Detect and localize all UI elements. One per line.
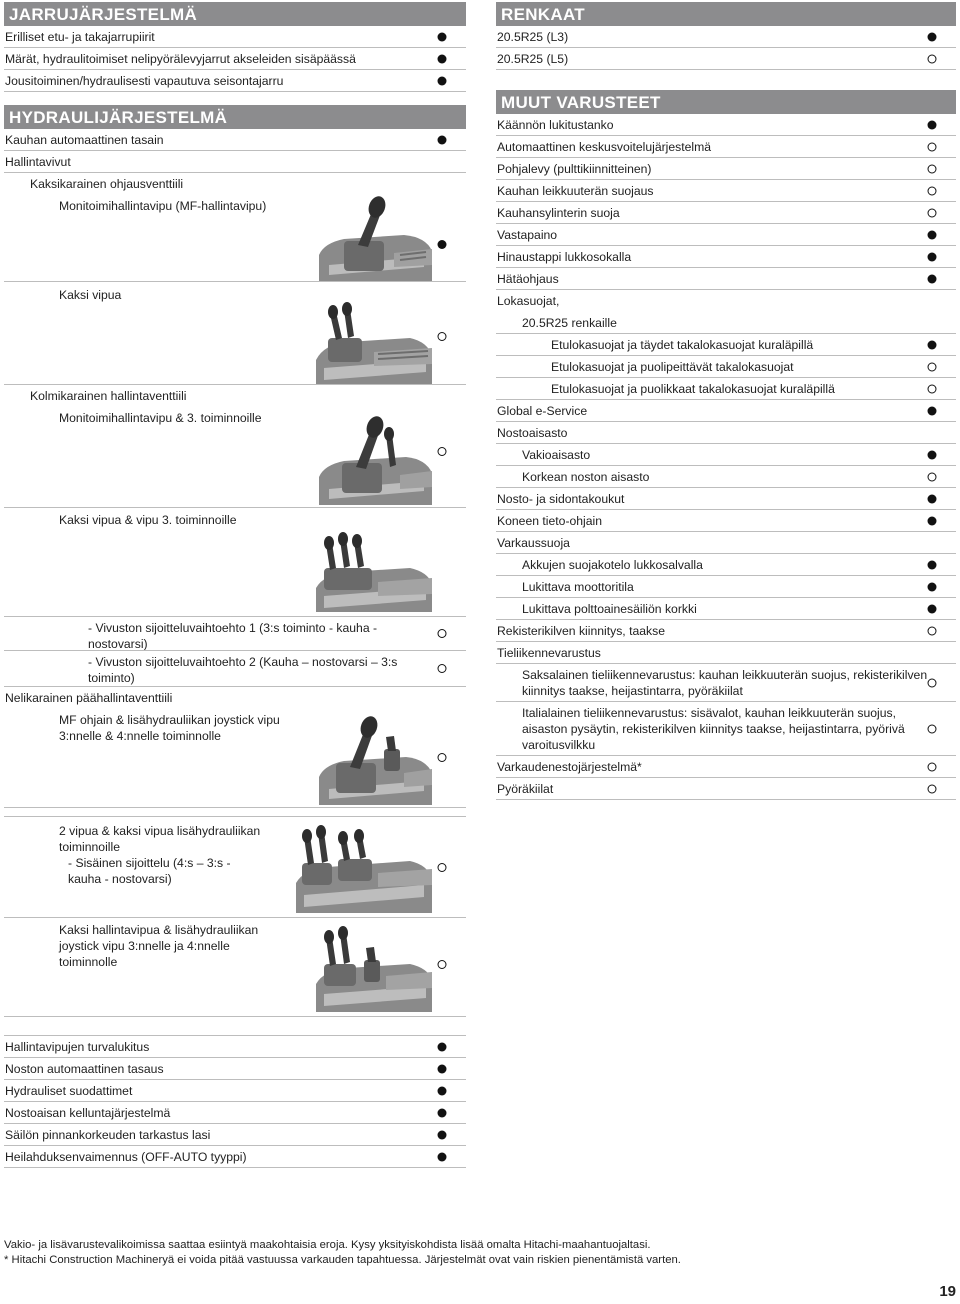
equipment-item-row <box>496 268 956 290</box>
equipment-item-row <box>496 444 956 466</box>
equipment-item-row <box>496 246 956 268</box>
standard-dot-icon <box>928 230 937 239</box>
equipment-item-row <box>496 378 956 400</box>
standard-dot-icon <box>438 76 447 85</box>
mf-third-label: Monitoimihallintavipu & 3. toiminnoille <box>59 411 262 425</box>
standard-dot-icon <box>928 120 937 129</box>
optional-circle-icon <box>438 332 447 341</box>
other-equipment-header: MUUT VARUSTEET <box>496 90 956 114</box>
equipment-item-label: Etulokasuojat ja puolikkaat takalokasuojat kuraläpillä <box>551 382 835 396</box>
optional-circle-icon <box>928 626 937 635</box>
hydraulic-item-row <box>4 1124 466 1146</box>
hydraulics-header: HYDRAULIJÄRJESTELMÄ <box>4 105 466 129</box>
optional-circle-icon <box>928 186 937 195</box>
optional-circle-icon <box>438 753 447 762</box>
optional-circle-icon <box>438 664 447 673</box>
three-spool-row <box>4 385 466 407</box>
equipment-item-row <box>496 702 956 756</box>
optional-circle-icon <box>928 678 937 687</box>
left-column <box>4 2 466 1168</box>
footnote <box>4 1238 681 1268</box>
standard-dot-icon <box>438 1042 447 1051</box>
equipment-item-label: Varkaussuoja <box>497 536 570 550</box>
two-levers-label: Kaksi vipua <box>59 288 122 302</box>
optional-circle-icon <box>928 784 937 793</box>
optional-circle-icon <box>928 762 937 771</box>
two-levers-row <box>4 282 466 385</box>
equipment-item-row <box>496 510 956 532</box>
optional-circle-icon <box>438 629 447 638</box>
equipment-item-row <box>496 576 956 598</box>
optional-circle-icon <box>928 472 937 481</box>
equipment-item-label: Koneen tieto-ohjain <box>497 514 603 528</box>
two-plus-two-image <box>294 823 434 913</box>
two-levers-joystick-image <box>314 924 434 1012</box>
equipment-item-label: Lukittava polttoainesäiliön korkki <box>522 602 697 616</box>
tyre-item-row <box>496 48 956 70</box>
hydraulic-item-label: Hydrauliset suodattimet <box>5 1084 133 1098</box>
equipment-item-row <box>496 778 956 800</box>
controls-label: Hallintavivut <box>5 155 71 169</box>
optional-circle-icon <box>438 447 447 456</box>
equipment-item-label: Lokasuojat, <box>497 294 560 308</box>
standard-dot-icon <box>438 1086 447 1095</box>
two-plus-two-label: 2 vipua & kaksi vipua lisähydrauliikan toiminnoille <box>59 824 261 854</box>
equipment-item-label: Nostoaisasto <box>497 426 568 440</box>
equipment-item-row <box>496 532 956 554</box>
standard-dot-icon <box>438 1152 447 1161</box>
equipment-item-label: Kauhan leikkuuterän suojaus <box>497 184 654 198</box>
footnote-line-1: Vakio- ja lisävarustevalikoimissa saattaa esiintyä maakohtaisia eroja. Kysy yksityiskohdista lisää omalta Hitachi-maahantuojaltasi. <box>4 1239 651 1251</box>
layout-option-2-label: - Vivuston sijoitteluvaihtoehto 2 (Kauha – nostovarsi – 3:s toiminto) <box>88 655 398 685</box>
equipment-item-row <box>496 422 956 444</box>
equipment-item-label: Saksalainen tieliikennevarustus: kauhan leikkuuterän suojus, rekisterikilven kiinnitys taakse, heijastintarra, pyöräkiilat <box>522 668 928 698</box>
two-levers-joystick-row <box>4 918 466 1017</box>
equipment-item-row <box>496 598 956 620</box>
two-plus-two-row <box>4 816 466 918</box>
two-levers-third-row <box>4 508 466 687</box>
tyre-item-row <box>496 26 956 48</box>
equipment-item-label: Pohjalevy (pulttikiinnitteinen) <box>497 162 652 176</box>
equipment-item-label: Automaattinen keskusvoitelujärjestelmä <box>497 140 712 154</box>
standard-dot-icon <box>438 135 447 144</box>
standard-dot-icon <box>928 340 937 349</box>
equipment-item-row <box>496 554 956 576</box>
optional-circle-icon <box>928 54 937 63</box>
equipment-item-row <box>496 312 956 334</box>
mf-lever-label: Monitoimihallintavipu (MF-hallintavipu) <box>59 199 267 213</box>
two-spool-label: Kaksikarainen ohjausventtiili <box>30 177 184 191</box>
equipment-item-row <box>496 642 956 664</box>
equipment-item-label: Kauhansylinterin suoja <box>497 206 620 220</box>
hydraulic-item-label: Noston automaattinen tasaus <box>5 1062 164 1076</box>
standard-dot-icon <box>928 516 937 525</box>
equipment-item-row <box>496 356 956 378</box>
equipment-item-row <box>496 224 956 246</box>
standard-dot-icon <box>928 406 937 415</box>
other-equipment-list <box>496 114 956 800</box>
equipment-item-label: Lukittava moottoritila <box>522 580 634 594</box>
equipment-item-label: Hätäohjaus <box>497 272 559 286</box>
mf-joystick-image <box>314 711 434 805</box>
page-number: 19 <box>939 1283 956 1300</box>
equipment-item-row <box>496 158 956 180</box>
inner-layout-label: - Sisäinen sijoittelu (4:s – 3:s - kauha - nostovarsi) <box>68 856 231 886</box>
optional-circle-icon <box>928 362 937 371</box>
equipment-item-label: Tieliikennevarustus <box>497 646 601 660</box>
standard-dot-icon <box>928 604 937 613</box>
equipment-item-row <box>496 114 956 136</box>
footnote-line-2: * Hitachi Construction Machineryä ei voida pitää vastuussa varkauden tapahtuessa. Järjestelmät ovat vain riskien pienentämistä varten. <box>4 1254 681 1266</box>
hydraulic-item-row <box>4 1102 466 1124</box>
equipment-item-row <box>496 290 956 312</box>
auto-level-label: Kauhan automaattinen tasain <box>5 133 164 147</box>
equipment-item-label: 20.5R25 renkaille <box>522 316 617 330</box>
mf-joystick-label: MF ohjain & lisähydrauliikan joystick vipu 3:nnelle & 4:nnelle toiminnolle <box>59 713 280 743</box>
brake-item-label: Jousitoiminen/hydraulisesti vapautuva seisontajarru <box>5 74 284 88</box>
equipment-item-label: Global e-Service <box>497 404 588 418</box>
equipment-item-row <box>496 466 956 488</box>
equipment-item-label: Hinaustappi lukkosokalla <box>497 250 632 264</box>
controls-row <box>4 151 466 173</box>
hydraulic-item-label: Säilön pinnankorkeuden tarkastus lasi <box>5 1128 211 1142</box>
standard-dot-icon <box>438 54 447 63</box>
equipment-item-row <box>496 756 956 778</box>
brakes-list <box>4 26 466 92</box>
tyres-header: RENKAAT <box>496 2 956 26</box>
mf-joystick-row <box>4 709 466 808</box>
mf-third-image <box>314 409 434 505</box>
optional-circle-icon <box>928 142 937 151</box>
equipment-item-label: Käännön lukitustanko <box>497 118 614 132</box>
equipment-item-label: Varkaudenestojärjestelmä* <box>497 760 642 774</box>
brakes-header: JARRUJÄRJESTELMÄ <box>4 2 466 26</box>
optional-circle-icon <box>438 960 447 969</box>
equipment-item-label: Vakioaisasto <box>522 448 591 462</box>
brake-item-label: Erilliset etu- ja takajarrupiirit <box>5 30 155 44</box>
two-spool-row <box>4 173 466 195</box>
two-levers-joystick-label: Kaksi hallintavipua & lisähydrauliikan joystick vipu 3:nnelle ja 4:nnelle toiminnolle <box>59 923 259 969</box>
tyre-item-label: 20.5R25 (L3) <box>497 30 569 44</box>
four-spool-label: Nelikarainen päähallintaventtiili <box>5 691 173 705</box>
standard-dot-icon <box>928 32 937 41</box>
tyre-item-label: 20.5R25 (L5) <box>497 52 569 66</box>
standard-dot-icon <box>438 240 447 249</box>
equipment-item-row <box>496 136 956 158</box>
two-levers-image <box>314 302 434 384</box>
layout-option-1-label: - Vivuston sijoitteluvaihtoehto 1 (3:s toiminto - kauha - nostovarsi) <box>88 621 378 651</box>
hydraulic-item-row <box>4 1036 466 1058</box>
equipment-item-label: Korkean noston aisasto <box>522 470 650 484</box>
standard-dot-icon <box>438 1108 447 1117</box>
right-column <box>496 2 956 800</box>
standard-dot-icon <box>438 32 447 41</box>
hydraulic-item-label: Heilahduksenvaimennus (OFF-AUTO tyyppi) <box>5 1150 247 1164</box>
hydraulic-item-row <box>4 1080 466 1102</box>
tyres-list <box>496 26 956 70</box>
equipment-item-label: Nosto- ja sidontakoukut <box>497 492 625 506</box>
hydraulics-bottom-list <box>4 1036 466 1168</box>
mf-third-row <box>4 407 466 508</box>
hydraulic-item-label: Nostoaisan kelluntajärjestelmä <box>5 1106 171 1120</box>
equipment-item-label: Etulokasuojat ja puolipeittävät takalokasuojat <box>551 360 794 374</box>
standard-dot-icon <box>928 560 937 569</box>
four-spool-row <box>4 687 466 709</box>
standard-dot-icon <box>928 450 937 459</box>
mf-lever-row <box>4 195 466 282</box>
equipment-item-label: Pyöräkiilat <box>497 782 554 796</box>
equipment-item-row <box>496 334 956 356</box>
equipment-item-row <box>496 400 956 422</box>
two-levers-third-label: Kaksi vipua & vipu 3. toiminnoille <box>59 513 237 527</box>
equipment-item-label: Vastapaino <box>497 228 558 242</box>
mf-lever-image <box>314 195 434 281</box>
brake-item-row <box>4 26 466 48</box>
brake-item-row <box>4 70 466 92</box>
hydraulic-item-row <box>4 1146 466 1168</box>
optional-circle-icon <box>438 863 447 872</box>
auto-level-row <box>4 129 466 151</box>
equipment-item-row <box>496 664 956 702</box>
hydraulic-item-row <box>4 1058 466 1080</box>
standard-dot-icon <box>438 1130 447 1139</box>
standard-dot-icon <box>928 252 937 261</box>
three-spool-label: Kolmikarainen hallintaventtiili <box>30 389 187 403</box>
optional-circle-icon <box>928 384 937 393</box>
optional-circle-icon <box>928 164 937 173</box>
equipment-item-row <box>496 620 956 642</box>
optional-circle-icon <box>928 724 937 733</box>
brake-item-label: Märät, hydraulitoimiset nelipyörälevyjarrut akseleiden sisäpäässä <box>5 52 356 66</box>
equipment-item-label: Italialainen tieliikennevarustus: sisävalot, kauhan leikkuuterän suojus, aisaston pysäytin, rekisterikilven kiinnitys taakse, heijastintarra, pyörivä varoitusvilkku <box>522 706 905 752</box>
equipment-item-row <box>496 202 956 224</box>
hydraulic-item-label: Hallintavipujen turvalukitus <box>5 1040 150 1054</box>
standard-dot-icon <box>438 1064 447 1073</box>
two-levers-third-image <box>314 532 434 612</box>
equipment-item-label: Etulokasuojat ja täydet takalokasuojat kuraläpillä <box>551 338 814 352</box>
standard-dot-icon <box>928 274 937 283</box>
equipment-item-row <box>496 180 956 202</box>
optional-circle-icon <box>928 208 937 217</box>
equipment-item-label: Akkujen suojakotelo lukkosalvalla <box>522 558 703 572</box>
equipment-item-row <box>496 488 956 510</box>
standard-dot-icon <box>928 494 937 503</box>
brake-item-row <box>4 48 466 70</box>
standard-dot-icon <box>928 582 937 591</box>
equipment-item-label: Rekisterikilven kiinnitys, taakse <box>497 624 665 638</box>
